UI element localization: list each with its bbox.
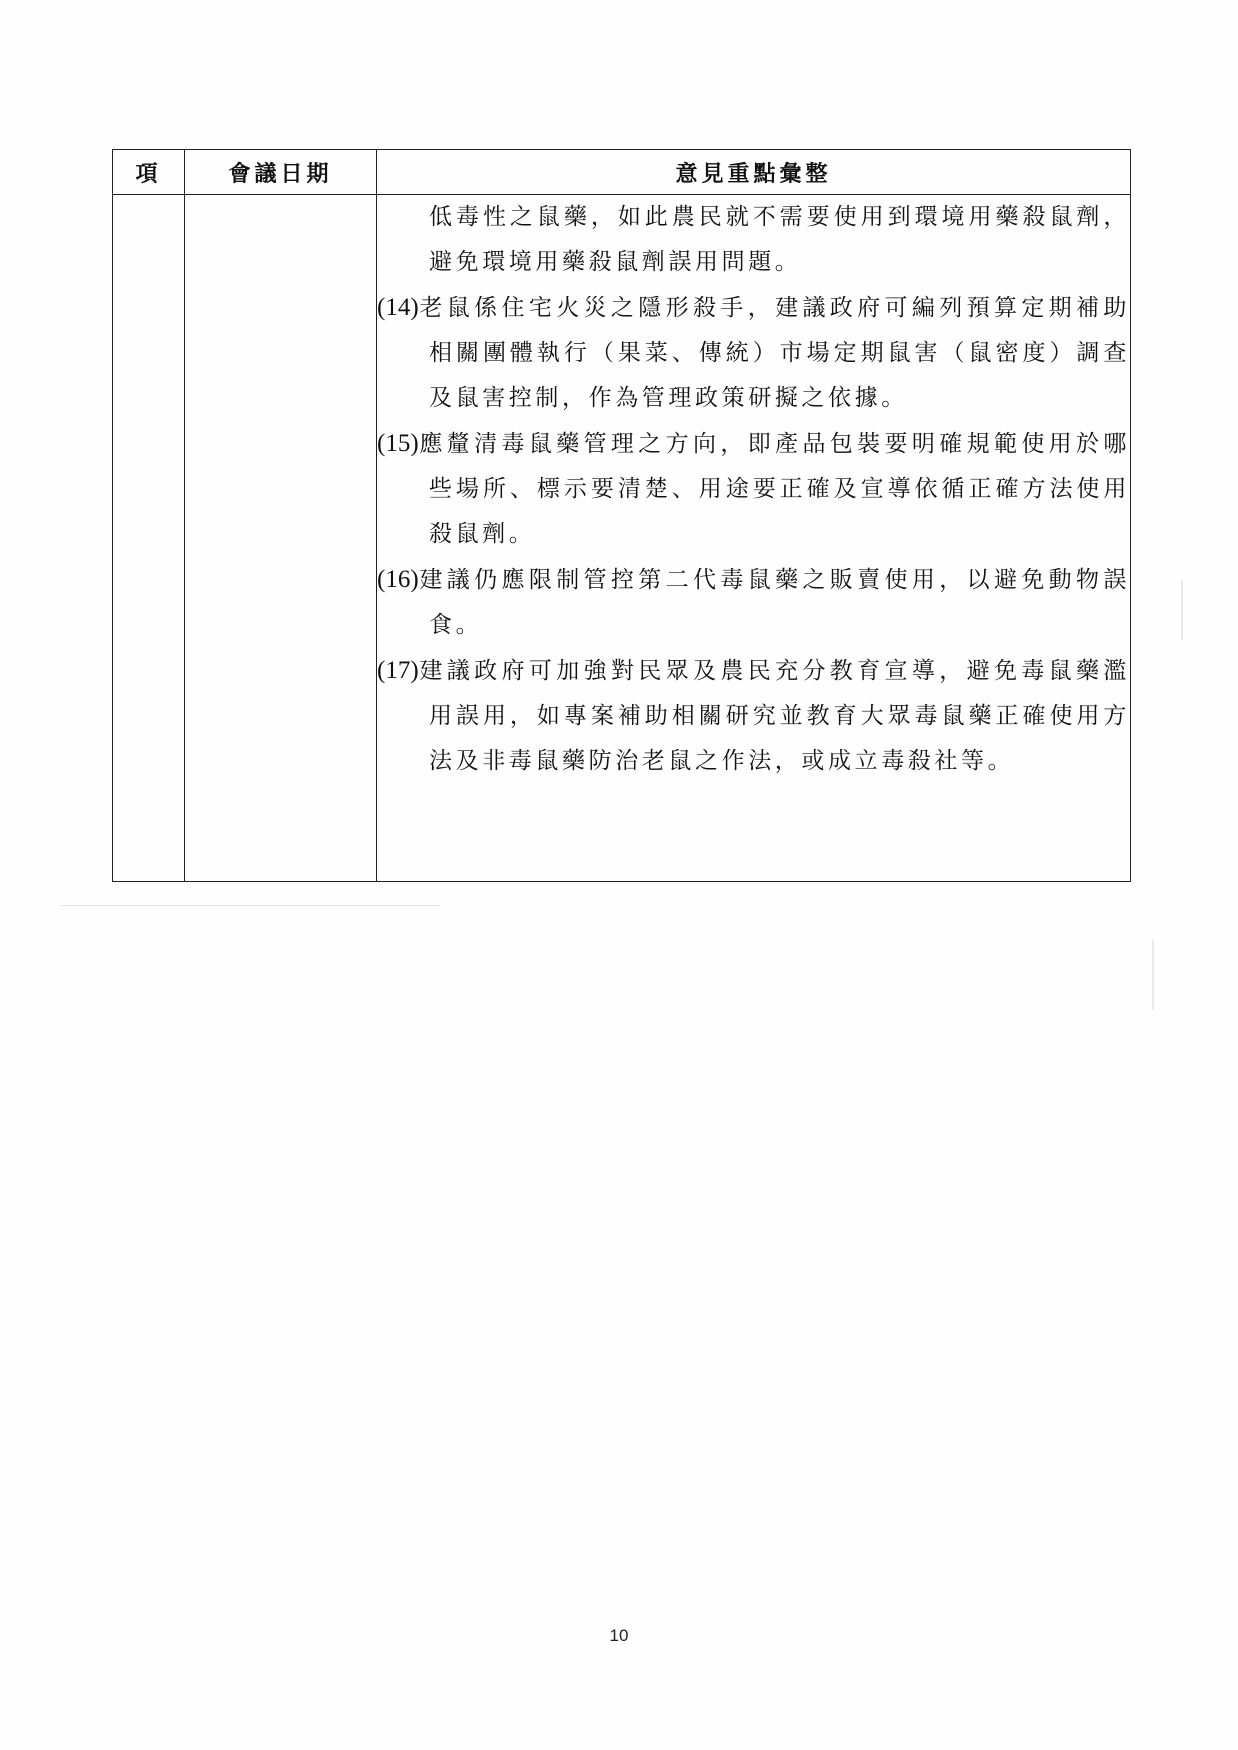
- scan-artifact: [1152, 940, 1154, 1010]
- header-opinion-summary: 意見重點彙整: [377, 150, 1131, 195]
- meeting-notes-table: [112, 149, 1131, 882]
- item-number: (17): [377, 657, 419, 684]
- table-row: [113, 195, 1131, 882]
- item-text: 建議仍應限制管控第二代毒鼠藥之販賣使用，以避免動物誤食。: [418, 567, 1130, 638]
- list-item: [377, 648, 1130, 784]
- continued-paragraph: 低毒性之鼠藥，如此農民就不需要使用到環境用藥殺鼠劑，避免環境用藥殺鼠劑誤用問題。: [429, 204, 1130, 275]
- scan-artifact: [60, 905, 440, 906]
- notes-cell: [377, 195, 1131, 882]
- item-number: (16): [377, 566, 419, 593]
- header-meeting-date: 會議日期: [185, 150, 377, 195]
- item-text: 建議政府可加強對民眾及農民充分教育宣導，避免毒鼠藥濫用誤用，如專案補助相關研究並教育大眾毒鼠藥正確使用方法及非毒鼠藥防治老鼠之作法，或成立毒殺社等。: [418, 658, 1130, 774]
- list-item: [377, 285, 1130, 421]
- item-text: 老鼠係住宅火災之隱形殺手，建議政府可編列預算定期補助相關團體執行（果菜、傳統）市場定期鼠害（鼠密度）調查及鼠害控制，作為管理政策研擬之依據。: [418, 295, 1130, 411]
- item-number: (15): [377, 430, 419, 457]
- item-text: 應釐清毒鼠藥管理之方向，即產品包裝要明確規範使用於哪些場所、標示要清楚、用途要正確及宣導依循正確方法使用殺鼠劑。: [418, 431, 1130, 547]
- item-cell: [113, 195, 185, 882]
- table-header-row: [113, 150, 1131, 195]
- list-item: [377, 421, 1130, 557]
- scan-artifact: [1181, 580, 1183, 640]
- list-item: [377, 557, 1130, 648]
- page-number: 10: [609, 1626, 629, 1645]
- item-number: (14): [377, 294, 419, 321]
- date-cell: [185, 195, 377, 882]
- header-item: 項: [113, 150, 185, 195]
